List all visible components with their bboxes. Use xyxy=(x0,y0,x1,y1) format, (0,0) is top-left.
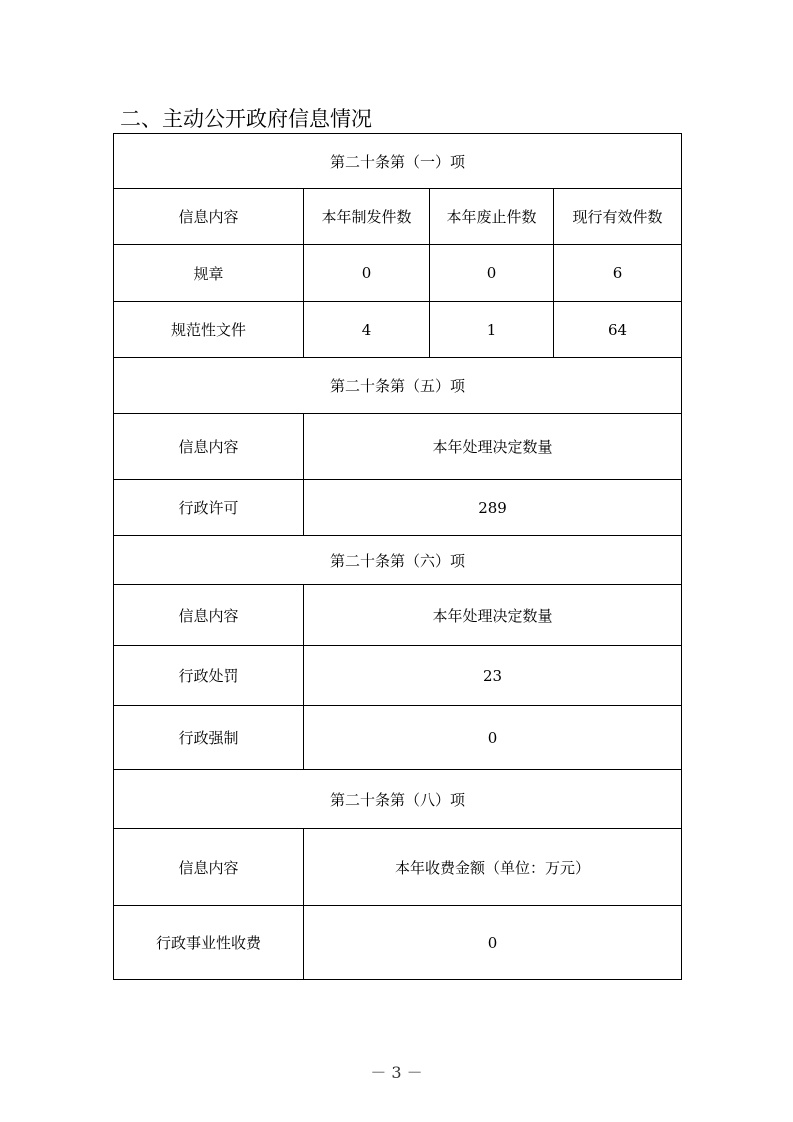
table-row xyxy=(114,646,682,706)
row-value: 23 xyxy=(304,646,682,706)
section4-title-row xyxy=(114,770,682,829)
row-value: 6 xyxy=(554,245,682,302)
table-row xyxy=(114,245,682,302)
row-value: 289 xyxy=(304,480,682,536)
section4-header-content: 信息内容 xyxy=(114,829,304,906)
section2-title-row xyxy=(114,358,682,414)
row-value: 4 xyxy=(304,302,430,358)
table-row xyxy=(114,480,682,536)
section2-header-count: 本年处理决定数量 xyxy=(304,414,682,480)
section1-header-valid: 现行有效件数 xyxy=(554,189,682,245)
section4-title: 第二十条第（八）项 xyxy=(114,770,682,829)
table-row xyxy=(114,302,682,358)
row-label: 行政事业性收费 xyxy=(114,906,304,980)
row-value: 0 xyxy=(304,706,682,770)
row-value: 0 xyxy=(430,245,554,302)
row-value: 0 xyxy=(304,906,682,980)
section3-header-count: 本年处理决定数量 xyxy=(304,585,682,646)
row-value: 0 xyxy=(304,245,430,302)
section4-header-amount: 本年收费金额（单位：万元） xyxy=(304,829,682,906)
section2-header-row xyxy=(114,414,682,480)
section1-header-issued: 本年制发件数 xyxy=(304,189,430,245)
section1-title-row xyxy=(114,134,682,189)
section3-header-row xyxy=(114,585,682,646)
row-label: 行政处罚 xyxy=(114,646,304,706)
page-number: － 3 － xyxy=(370,1063,423,1082)
section2-title: 第二十条第（五）项 xyxy=(114,358,682,414)
row-label: 行政许可 xyxy=(114,480,304,536)
row-label: 规章 xyxy=(114,245,304,302)
info-table xyxy=(113,133,682,980)
section3-title: 第二十条第（六）项 xyxy=(114,536,682,585)
section1-header-row xyxy=(114,189,682,245)
section2-header-content: 信息内容 xyxy=(114,414,304,480)
section-heading: 二、主动公开政府信息情况 xyxy=(120,107,372,131)
section1-header-abolished: 本年废止件数 xyxy=(430,189,554,245)
section4-header-row xyxy=(114,829,682,906)
section3-header-content: 信息内容 xyxy=(114,585,304,646)
table-row xyxy=(114,706,682,770)
row-label: 行政强制 xyxy=(114,706,304,770)
row-value: 1 xyxy=(430,302,554,358)
row-label: 规范性文件 xyxy=(114,302,304,358)
section1-header-content: 信息内容 xyxy=(114,189,304,245)
table-row xyxy=(114,906,682,980)
section1-title: 第二十条第（一）项 xyxy=(114,134,682,189)
section3-title-row xyxy=(114,536,682,585)
row-value: 64 xyxy=(554,302,682,358)
